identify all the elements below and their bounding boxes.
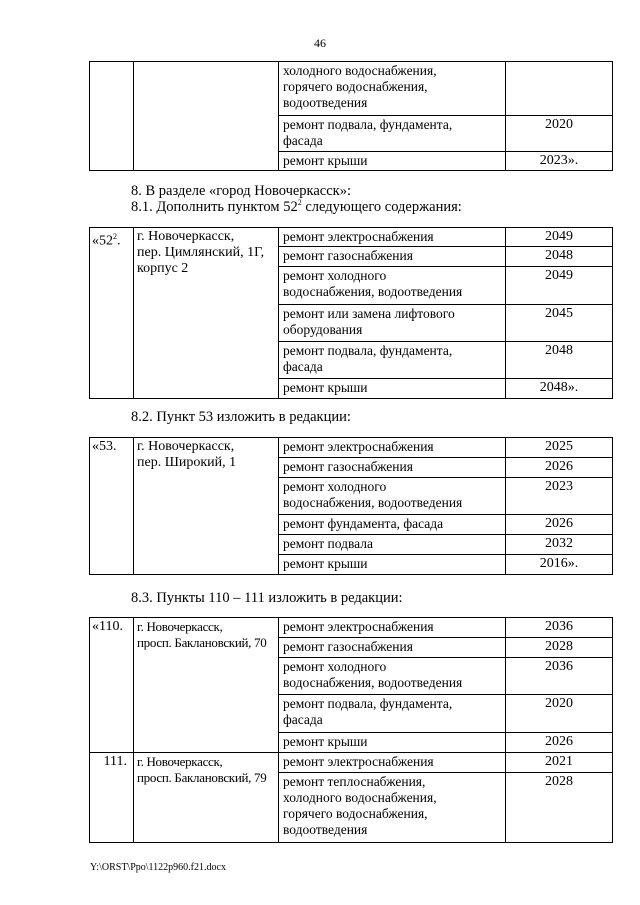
year-cell: 2026 (506, 733, 613, 753)
item-number-tail: . (117, 233, 121, 249)
item-number: «52 (92, 233, 113, 249)
work-cell: ремонт газоснабжения (279, 638, 506, 658)
work-cell: ремонт холодного водоснабжения, водоотведения (279, 478, 506, 515)
address-cell (134, 62, 279, 171)
work-cell: ремонт фундамента, фасада (279, 515, 506, 535)
work-cell: ремонт теплоснабжения, холодного водоснабжения, горячего водоснабжения, водоотведения (279, 773, 506, 843)
work-cell: ремонт холодного водоснабжения, водоотведения (279, 658, 506, 695)
year-cell: 2049 (506, 267, 613, 305)
work-text: ремонт подвала, фундамента, фасада (283, 117, 453, 148)
work-text: холодного водоснабжения, горячего водоснабжения, водоотведения (283, 63, 437, 110)
file-path-footer: Y:\ORST\Ppo\1122p960.f21.docx (90, 862, 226, 873)
address-text: г. Новочеркасск, пер. Цимлянский, 1Г, корпус 2 (137, 229, 265, 276)
work-cell: ремонт электроснабжения (279, 228, 506, 247)
paragraph-8-1-text: 8.1. Дополнить пунктом 52 (131, 198, 298, 215)
address-text: г. Новочеркасск, просп. Баклановский, 70 (137, 619, 267, 650)
year-cell: 2020 (506, 695, 613, 733)
num-cell: «53. (90, 438, 134, 575)
year-cell: 2020 (506, 116, 613, 152)
work-cell: ремонт холодного водоснабжения, водоотведения (279, 267, 506, 305)
num-cell (90, 62, 134, 171)
year-cell: 2026 (506, 515, 613, 535)
work-cell: ремонт крыши (279, 379, 506, 399)
year-cell: 2048 (506, 342, 613, 379)
year-cell: 2045 (506, 305, 613, 342)
year-cell: 2048 (506, 247, 613, 267)
address-cell (134, 228, 279, 399)
year-cell: 2049 (506, 228, 613, 247)
paragraph-8-1-tail: следующего содержания: (301, 198, 462, 215)
table-items-110-111 (89, 617, 613, 843)
work-cell: ремонт или замена лифтового оборудования (279, 305, 506, 342)
work-cell (279, 62, 506, 116)
table-item-53 (89, 437, 613, 575)
year-cell: 2028 (506, 638, 613, 658)
year-cell: 2048». (506, 379, 613, 399)
address-text: г. Новочеркасск, просп. Баклановский, 79 (137, 754, 267, 785)
num-cell: 111. (90, 753, 134, 843)
address-cell (134, 753, 279, 843)
address-text: г. Новочеркасск, пер. Широкий, 1 (137, 439, 237, 470)
work-cell: ремонт электроснабжения (279, 753, 506, 773)
year-cell: 2032 (506, 535, 613, 555)
year-cell: 2026 (506, 458, 613, 478)
work-cell: ремонт подвала, фундамента, фасада (279, 695, 506, 733)
work-cell: ремонт подвала (279, 535, 506, 555)
table-item-52-2 (89, 227, 613, 399)
continuation-table (89, 61, 613, 171)
work-cell: ремонт крыши (279, 555, 506, 575)
year-cell: 2023». (506, 152, 613, 171)
num-cell (90, 228, 134, 399)
superscript: 2 (113, 232, 117, 241)
address-cell (134, 618, 279, 753)
superscript: 2 (297, 198, 302, 207)
work-cell (279, 116, 506, 152)
page-number: 46 (314, 36, 326, 50)
work-cell: ремонт электроснабжения (279, 618, 506, 638)
paragraph-8-3: 8.3. Пункты 110 – 111 изложить в редакции: (131, 590, 403, 606)
work-text: ремонт крыши (283, 153, 368, 168)
year-cell: 2021 (506, 753, 613, 773)
year-cell: 2016». (506, 555, 613, 575)
year-cell: 2036 (506, 618, 613, 638)
year-cell: 2025 (506, 438, 613, 458)
work-cell (279, 152, 506, 171)
paragraph-8-1 (131, 198, 462, 216)
work-cell: ремонт электроснабжения (279, 438, 506, 458)
year-cell: 2028 (506, 773, 613, 843)
work-cell: ремонт газоснабжения (279, 458, 506, 478)
address-cell (134, 438, 279, 575)
work-cell: ремонт подвала, фундамента, фасада (279, 342, 506, 379)
work-cell: ремонт газоснабжения (279, 247, 506, 267)
year-cell (506, 62, 613, 116)
year-cell: 2023 (506, 478, 613, 515)
year-cell: 2036 (506, 658, 613, 695)
paragraph-8: 8. В разделе «город Новочеркасск»: (131, 183, 352, 199)
num-cell: «110. (90, 618, 134, 753)
work-cell: ремонт крыши (279, 733, 506, 753)
paragraph-8-2: 8.2. Пункт 53 изложить в редакции: (131, 409, 351, 425)
